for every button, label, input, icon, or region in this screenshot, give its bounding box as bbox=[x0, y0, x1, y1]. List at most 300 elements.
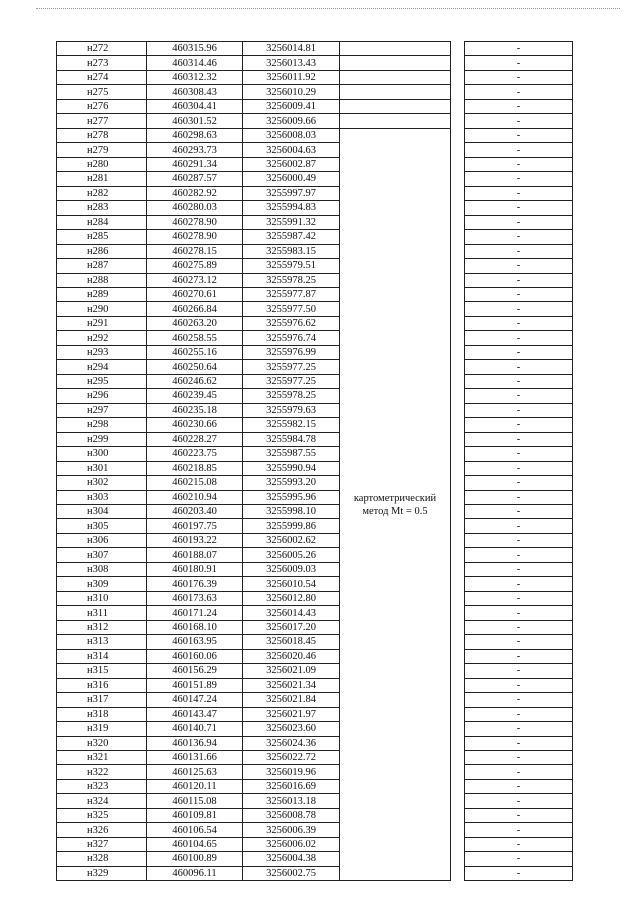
y-coordinate-cell: 3256008.78 bbox=[243, 808, 340, 822]
table-row bbox=[57, 302, 573, 316]
x-coordinate-cell: 460270.61 bbox=[147, 287, 243, 301]
point-id-cell: н306 bbox=[57, 533, 147, 547]
point-id-cell: н319 bbox=[57, 722, 147, 736]
spacer-cell bbox=[451, 360, 465, 374]
x-coordinate-cell: 460314.46 bbox=[147, 56, 243, 70]
y-coordinate-cell: 3256016.69 bbox=[243, 779, 340, 793]
point-id-cell: н298 bbox=[57, 418, 147, 432]
value-cell: - bbox=[465, 85, 573, 99]
method-empty-cell bbox=[340, 85, 451, 99]
x-coordinate-cell: 460176.39 bbox=[147, 577, 243, 591]
table-row bbox=[57, 273, 573, 287]
y-coordinate-cell: 3256000.49 bbox=[243, 172, 340, 186]
table-row bbox=[57, 837, 573, 851]
point-id-cell: н307 bbox=[57, 548, 147, 562]
y-coordinate-cell: 3256008.03 bbox=[243, 128, 340, 142]
method-empty-cell bbox=[340, 99, 451, 113]
y-coordinate-cell: 3255982.15 bbox=[243, 418, 340, 432]
spacer-cell bbox=[451, 837, 465, 851]
table-row bbox=[57, 664, 573, 678]
table-row bbox=[57, 331, 573, 345]
y-coordinate-cell: 3255991.32 bbox=[243, 215, 340, 229]
value-cell: - bbox=[465, 374, 573, 388]
y-coordinate-cell: 3255977.25 bbox=[243, 360, 340, 374]
table-row bbox=[57, 794, 573, 808]
value-cell: - bbox=[465, 157, 573, 171]
value-cell: - bbox=[465, 519, 573, 533]
spacer-cell bbox=[451, 852, 465, 866]
spacer-cell bbox=[451, 70, 465, 84]
x-coordinate-cell: 460168.10 bbox=[147, 620, 243, 634]
y-coordinate-cell: 3256006.02 bbox=[243, 837, 340, 851]
x-coordinate-cell: 460239.45 bbox=[147, 389, 243, 403]
point-id-cell: н289 bbox=[57, 287, 147, 301]
spacer-cell bbox=[451, 157, 465, 171]
table-row bbox=[57, 374, 573, 388]
y-coordinate-cell: 3255993.20 bbox=[243, 476, 340, 490]
x-coordinate-cell: 460280.03 bbox=[147, 201, 243, 215]
table-row bbox=[57, 866, 573, 880]
value-cell: - bbox=[465, 273, 573, 287]
table-row bbox=[57, 70, 573, 84]
table-row bbox=[57, 114, 573, 128]
table-row bbox=[57, 505, 573, 519]
point-id-cell: н281 bbox=[57, 172, 147, 186]
value-cell: - bbox=[465, 403, 573, 417]
point-id-cell: н327 bbox=[57, 837, 147, 851]
value-cell: - bbox=[465, 461, 573, 475]
value-cell: - bbox=[465, 765, 573, 779]
spacer-cell bbox=[451, 562, 465, 576]
x-coordinate-cell: 460160.06 bbox=[147, 649, 243, 663]
spacer-cell bbox=[451, 345, 465, 359]
y-coordinate-cell: 3255998.10 bbox=[243, 505, 340, 519]
value-cell: - bbox=[465, 244, 573, 258]
value-cell: - bbox=[465, 215, 573, 229]
x-coordinate-cell: 460100.89 bbox=[147, 852, 243, 866]
value-cell: - bbox=[465, 722, 573, 736]
spacer-cell bbox=[451, 172, 465, 186]
value-cell: - bbox=[465, 56, 573, 70]
point-id-cell: н292 bbox=[57, 331, 147, 345]
spacer-cell bbox=[451, 533, 465, 547]
table-row bbox=[57, 447, 573, 461]
point-id-cell: н310 bbox=[57, 591, 147, 605]
y-coordinate-cell: 3256014.43 bbox=[243, 606, 340, 620]
x-coordinate-cell: 460156.29 bbox=[147, 664, 243, 678]
table-row bbox=[57, 99, 573, 113]
spacer-cell bbox=[451, 114, 465, 128]
table-row bbox=[57, 230, 573, 244]
table-row bbox=[57, 808, 573, 822]
value-cell: - bbox=[465, 201, 573, 215]
value-cell: - bbox=[465, 345, 573, 359]
point-id-cell: н276 bbox=[57, 99, 147, 113]
table-row bbox=[57, 823, 573, 837]
spacer-cell bbox=[451, 418, 465, 432]
x-coordinate-cell: 460140.71 bbox=[147, 722, 243, 736]
point-id-cell: н278 bbox=[57, 128, 147, 142]
point-id-cell: н311 bbox=[57, 606, 147, 620]
spacer-cell bbox=[451, 259, 465, 273]
spacer-cell bbox=[451, 519, 465, 533]
value-cell: - bbox=[465, 99, 573, 113]
value-cell: - bbox=[465, 649, 573, 663]
spacer-cell bbox=[451, 244, 465, 258]
value-cell: - bbox=[465, 476, 573, 490]
method-empty-cell bbox=[340, 70, 451, 84]
x-coordinate-cell: 460278.15 bbox=[147, 244, 243, 258]
y-coordinate-cell: 3256020.46 bbox=[243, 649, 340, 663]
point-id-cell: н329 bbox=[57, 866, 147, 880]
point-id-cell: н272 bbox=[57, 42, 147, 56]
x-coordinate-cell: 460136.94 bbox=[147, 736, 243, 750]
spacer-cell bbox=[451, 447, 465, 461]
table-row bbox=[57, 186, 573, 200]
spacer-cell bbox=[451, 577, 465, 591]
y-coordinate-cell: 3256010.54 bbox=[243, 577, 340, 591]
y-coordinate-cell: 3255995.96 bbox=[243, 490, 340, 504]
spacer-cell bbox=[451, 56, 465, 70]
point-id-cell: н300 bbox=[57, 447, 147, 461]
point-id-cell: н315 bbox=[57, 664, 147, 678]
spacer-cell bbox=[451, 649, 465, 663]
x-coordinate-cell: 460223.75 bbox=[147, 447, 243, 461]
value-cell: - bbox=[465, 693, 573, 707]
spacer-cell bbox=[451, 606, 465, 620]
point-id-cell: н277 bbox=[57, 114, 147, 128]
point-id-cell: н305 bbox=[57, 519, 147, 533]
spacer-cell bbox=[451, 808, 465, 822]
x-coordinate-cell: 460301.52 bbox=[147, 114, 243, 128]
spacer-cell bbox=[451, 432, 465, 446]
y-coordinate-cell: 3256009.41 bbox=[243, 99, 340, 113]
point-id-cell: н280 bbox=[57, 157, 147, 171]
table-row bbox=[57, 577, 573, 591]
y-coordinate-cell: 3256023.60 bbox=[243, 722, 340, 736]
value-cell: - bbox=[465, 186, 573, 200]
spacer-cell bbox=[451, 722, 465, 736]
value-cell: - bbox=[465, 533, 573, 547]
point-id-cell: н273 bbox=[57, 56, 147, 70]
y-coordinate-cell: 3255978.25 bbox=[243, 389, 340, 403]
y-coordinate-cell: 3255987.55 bbox=[243, 447, 340, 461]
x-coordinate-cell: 460096.11 bbox=[147, 866, 243, 880]
table-row bbox=[57, 635, 573, 649]
table-row bbox=[57, 562, 573, 576]
point-id-cell: н275 bbox=[57, 85, 147, 99]
y-coordinate-cell: 3256021.34 bbox=[243, 678, 340, 692]
point-id-cell: н312 bbox=[57, 620, 147, 634]
y-coordinate-cell: 3256004.63 bbox=[243, 143, 340, 157]
x-coordinate-cell: 460235.18 bbox=[147, 403, 243, 417]
spacer-cell bbox=[451, 866, 465, 880]
x-coordinate-cell: 460218.85 bbox=[147, 461, 243, 475]
spacer-cell bbox=[451, 736, 465, 750]
table-row bbox=[57, 215, 573, 229]
point-id-cell: н303 bbox=[57, 490, 147, 504]
table-row bbox=[57, 143, 573, 157]
spacer-cell bbox=[451, 461, 465, 475]
x-coordinate-cell: 460304.41 bbox=[147, 99, 243, 113]
value-cell: - bbox=[465, 172, 573, 186]
x-coordinate-cell: 460188.07 bbox=[147, 548, 243, 562]
point-id-cell: н304 bbox=[57, 505, 147, 519]
spacer-cell bbox=[451, 99, 465, 113]
table-row bbox=[57, 722, 573, 736]
y-coordinate-cell: 3255979.51 bbox=[243, 259, 340, 273]
x-coordinate-cell: 460275.89 bbox=[147, 259, 243, 273]
y-coordinate-cell: 3256005.26 bbox=[243, 548, 340, 562]
y-coordinate-cell: 3255984.78 bbox=[243, 432, 340, 446]
point-id-cell: н308 bbox=[57, 562, 147, 576]
spacer-cell bbox=[451, 186, 465, 200]
value-cell: - bbox=[465, 852, 573, 866]
value-cell: - bbox=[465, 490, 573, 504]
value-cell: - bbox=[465, 707, 573, 721]
spacer-cell bbox=[451, 794, 465, 808]
value-cell: - bbox=[465, 664, 573, 678]
point-id-cell: н295 bbox=[57, 374, 147, 388]
y-coordinate-cell: 3256017.20 bbox=[243, 620, 340, 634]
value-cell: - bbox=[465, 128, 573, 142]
method-empty-cell bbox=[340, 114, 451, 128]
table-row bbox=[57, 287, 573, 301]
x-coordinate-cell: 460109.81 bbox=[147, 808, 243, 822]
spacer-cell bbox=[451, 331, 465, 345]
table-row bbox=[57, 432, 573, 446]
table-row bbox=[57, 765, 573, 779]
y-coordinate-cell: 3256021.84 bbox=[243, 693, 340, 707]
y-coordinate-cell: 3256004.38 bbox=[243, 852, 340, 866]
x-coordinate-cell: 460282.92 bbox=[147, 186, 243, 200]
table-row bbox=[57, 649, 573, 663]
spacer-cell bbox=[451, 374, 465, 388]
value-cell: - bbox=[465, 866, 573, 880]
method-note-cell bbox=[340, 128, 451, 880]
table-row bbox=[57, 678, 573, 692]
value-cell: - bbox=[465, 114, 573, 128]
coordinates-table bbox=[56, 41, 573, 881]
table-row bbox=[57, 779, 573, 793]
x-coordinate-cell: 460197.75 bbox=[147, 519, 243, 533]
x-coordinate-cell: 460131.66 bbox=[147, 750, 243, 764]
value-cell: - bbox=[465, 823, 573, 837]
point-id-cell: н301 bbox=[57, 461, 147, 475]
table-row bbox=[57, 750, 573, 764]
x-coordinate-cell: 460266.84 bbox=[147, 302, 243, 316]
point-id-cell: н285 bbox=[57, 230, 147, 244]
x-coordinate-cell: 460203.40 bbox=[147, 505, 243, 519]
point-id-cell: н286 bbox=[57, 244, 147, 258]
y-coordinate-cell: 3256021.97 bbox=[243, 707, 340, 721]
value-cell: - bbox=[465, 432, 573, 446]
point-id-cell: н324 bbox=[57, 794, 147, 808]
table-row bbox=[57, 345, 573, 359]
value-cell: - bbox=[465, 548, 573, 562]
y-coordinate-cell: 3256002.87 bbox=[243, 157, 340, 171]
table-row bbox=[57, 259, 573, 273]
spacer-cell bbox=[451, 215, 465, 229]
y-coordinate-cell: 3256006.39 bbox=[243, 823, 340, 837]
method-note-line1: картометрический bbox=[353, 492, 437, 504]
value-cell: - bbox=[465, 779, 573, 793]
spacer-cell bbox=[451, 302, 465, 316]
y-coordinate-cell: 3255990.94 bbox=[243, 461, 340, 475]
x-coordinate-cell: 460143.47 bbox=[147, 707, 243, 721]
x-coordinate-cell: 460106.54 bbox=[147, 823, 243, 837]
x-coordinate-cell: 460115.08 bbox=[147, 794, 243, 808]
value-cell: - bbox=[465, 750, 573, 764]
table-row bbox=[57, 85, 573, 99]
point-id-cell: н274 bbox=[57, 70, 147, 84]
y-coordinate-cell: 3255979.63 bbox=[243, 403, 340, 417]
y-coordinate-cell: 3256013.43 bbox=[243, 56, 340, 70]
spacer-cell bbox=[451, 403, 465, 417]
x-coordinate-cell: 460258.55 bbox=[147, 331, 243, 345]
spacer-cell bbox=[451, 316, 465, 330]
x-coordinate-cell: 460250.64 bbox=[147, 360, 243, 374]
spacer-cell bbox=[451, 620, 465, 634]
point-id-cell: н302 bbox=[57, 476, 147, 490]
y-coordinate-cell: 3256019.96 bbox=[243, 765, 340, 779]
point-id-cell: н283 bbox=[57, 201, 147, 215]
table-row bbox=[57, 56, 573, 70]
table-row bbox=[57, 128, 573, 142]
table-row bbox=[57, 461, 573, 475]
point-id-cell: н317 bbox=[57, 693, 147, 707]
y-coordinate-cell: 3255999.86 bbox=[243, 519, 340, 533]
y-coordinate-cell: 3256012.80 bbox=[243, 591, 340, 605]
value-cell: - bbox=[465, 447, 573, 461]
spacer-cell bbox=[451, 490, 465, 504]
table-row bbox=[57, 201, 573, 215]
table-row bbox=[57, 533, 573, 547]
point-id-cell: н316 bbox=[57, 678, 147, 692]
spacer-cell bbox=[451, 664, 465, 678]
x-coordinate-cell: 460147.24 bbox=[147, 693, 243, 707]
x-coordinate-cell: 460291.34 bbox=[147, 157, 243, 171]
x-coordinate-cell: 460255.16 bbox=[147, 345, 243, 359]
spacer-cell bbox=[451, 273, 465, 287]
x-coordinate-cell: 460120.11 bbox=[147, 779, 243, 793]
x-coordinate-cell: 460293.73 bbox=[147, 143, 243, 157]
table-row bbox=[57, 360, 573, 374]
spacer-cell bbox=[451, 85, 465, 99]
y-coordinate-cell: 3256013.18 bbox=[243, 794, 340, 808]
value-cell: - bbox=[465, 562, 573, 576]
y-coordinate-cell: 3255976.99 bbox=[243, 345, 340, 359]
point-id-cell: н299 bbox=[57, 432, 147, 446]
y-coordinate-cell: 3255976.74 bbox=[243, 331, 340, 345]
spacer-cell bbox=[451, 42, 465, 56]
x-coordinate-cell: 460287.57 bbox=[147, 172, 243, 186]
point-id-cell: н293 bbox=[57, 345, 147, 359]
x-coordinate-cell: 460171.24 bbox=[147, 606, 243, 620]
y-coordinate-cell: 3255977.87 bbox=[243, 287, 340, 301]
value-cell: - bbox=[465, 143, 573, 157]
point-id-cell: н313 bbox=[57, 635, 147, 649]
table-row bbox=[57, 693, 573, 707]
y-coordinate-cell: 3255978.25 bbox=[243, 273, 340, 287]
table-row bbox=[57, 548, 573, 562]
x-coordinate-cell: 460308.43 bbox=[147, 85, 243, 99]
spacer-cell bbox=[451, 635, 465, 649]
x-coordinate-cell: 460215.08 bbox=[147, 476, 243, 490]
spacer-cell bbox=[451, 707, 465, 721]
y-coordinate-cell: 3255983.15 bbox=[243, 244, 340, 258]
point-id-cell: н320 bbox=[57, 736, 147, 750]
x-coordinate-cell: 460230.66 bbox=[147, 418, 243, 432]
table-row bbox=[57, 244, 573, 258]
table-row bbox=[57, 316, 573, 330]
value-cell: - bbox=[465, 259, 573, 273]
spacer-cell bbox=[451, 287, 465, 301]
spacer-cell bbox=[451, 678, 465, 692]
point-id-cell: н309 bbox=[57, 577, 147, 591]
x-coordinate-cell: 460312.32 bbox=[147, 70, 243, 84]
y-coordinate-cell: 3255977.50 bbox=[243, 302, 340, 316]
y-coordinate-cell: 3256002.75 bbox=[243, 866, 340, 880]
y-coordinate-cell: 3256018.45 bbox=[243, 635, 340, 649]
point-id-cell: н291 bbox=[57, 316, 147, 330]
x-coordinate-cell: 460104.65 bbox=[147, 837, 243, 851]
value-cell: - bbox=[465, 230, 573, 244]
value-cell: - bbox=[465, 389, 573, 403]
coordinates-table-body bbox=[57, 42, 573, 881]
table-row bbox=[57, 157, 573, 171]
x-coordinate-cell: 460228.27 bbox=[147, 432, 243, 446]
y-coordinate-cell: 3256009.03 bbox=[243, 562, 340, 576]
point-id-cell: н297 bbox=[57, 403, 147, 417]
spacer-cell bbox=[451, 389, 465, 403]
x-coordinate-cell: 460210.94 bbox=[147, 490, 243, 504]
spacer-cell bbox=[451, 750, 465, 764]
value-cell: - bbox=[465, 331, 573, 345]
spacer-cell bbox=[451, 765, 465, 779]
y-coordinate-cell: 3256022.72 bbox=[243, 750, 340, 764]
value-cell: - bbox=[465, 70, 573, 84]
x-coordinate-cell: 460180.91 bbox=[147, 562, 243, 576]
table-row bbox=[57, 519, 573, 533]
x-coordinate-cell: 460246.62 bbox=[147, 374, 243, 388]
x-coordinate-cell: 460125.63 bbox=[147, 765, 243, 779]
point-id-cell: н321 bbox=[57, 750, 147, 764]
table-row bbox=[57, 736, 573, 750]
spacer-cell bbox=[451, 476, 465, 490]
x-coordinate-cell: 460173.63 bbox=[147, 591, 243, 605]
spacer-cell bbox=[451, 128, 465, 142]
point-id-cell: н288 bbox=[57, 273, 147, 287]
y-coordinate-cell: 3256021.09 bbox=[243, 664, 340, 678]
point-id-cell: н326 bbox=[57, 823, 147, 837]
point-id-cell: н322 bbox=[57, 765, 147, 779]
table-row bbox=[57, 42, 573, 56]
y-coordinate-cell: 3256011.92 bbox=[243, 70, 340, 84]
x-coordinate-cell: 460278.90 bbox=[147, 215, 243, 229]
table-row bbox=[57, 476, 573, 490]
x-coordinate-cell: 460315.96 bbox=[147, 42, 243, 56]
method-empty-cell bbox=[340, 42, 451, 56]
point-id-cell: н279 bbox=[57, 143, 147, 157]
y-coordinate-cell: 3255976.62 bbox=[243, 316, 340, 330]
point-id-cell: н284 bbox=[57, 215, 147, 229]
value-cell: - bbox=[465, 505, 573, 519]
value-cell: - bbox=[465, 577, 573, 591]
x-coordinate-cell: 460263.20 bbox=[147, 316, 243, 330]
y-coordinate-cell: 3256002.62 bbox=[243, 533, 340, 547]
y-coordinate-cell: 3256024.36 bbox=[243, 736, 340, 750]
